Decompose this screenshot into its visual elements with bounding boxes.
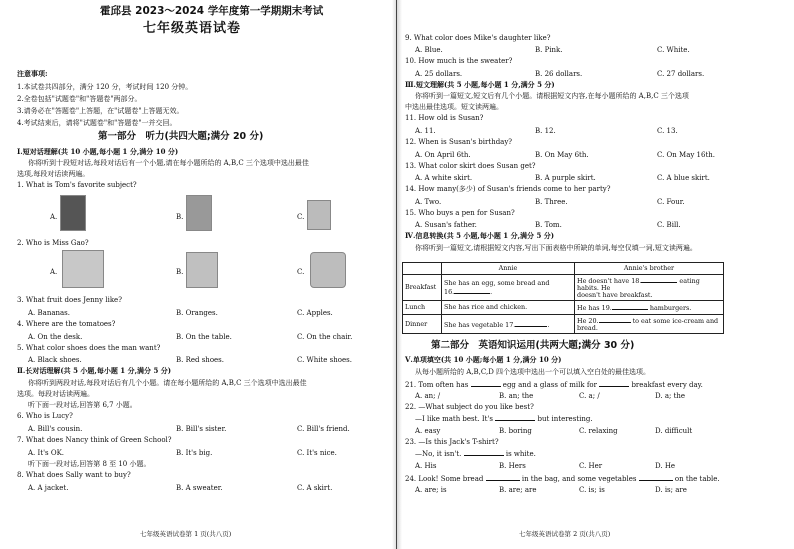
option-label-b: B. [176,213,184,221]
answer-blank[interactable] [599,380,629,387]
option-b: B. Hers [499,462,526,470]
option-b: B. On the table. [176,333,232,341]
question-text: 24. Look! Some bread [405,475,484,483]
section-1-instructions: 选项,每段对话读两遍。 [17,170,90,178]
answer-blank-20[interactable] [599,316,631,323]
option-c: C. On May 16th. [657,151,716,159]
option-b: B. It's big. [176,449,213,457]
option-c: C. is; is [579,486,605,494]
option-a: A. Black shoes. [28,356,82,364]
option-label-c: C. [297,268,305,276]
option-b: B. Three. [535,198,568,206]
question-22: 22. —What subject do you like best? [405,403,534,411]
exam-title: 霍邱县 2023～2024 学年度第一学期期末考试 [100,5,324,17]
annie-cell: She has vegetable 17. . [442,315,575,334]
table-header-row [403,263,724,275]
answer-blank[interactable] [471,380,501,387]
answer-blank-16[interactable] [454,287,490,294]
option-c: C. 13. [657,127,678,135]
page-footer: 七年级英语试卷第 2 页(共八页) [519,530,611,538]
option-c: C. Bill's friend. [297,425,350,433]
question-1: 1. What is Tom's favorite subject? [17,181,137,189]
option-a: A. A white skirt. [415,174,473,182]
meal-label: Lunch [403,301,442,315]
book-image [186,195,212,231]
cell-text: He doesn't have 18. [577,277,642,285]
question-23-line2 [415,449,536,458]
annie-cell: She has an egg, some bread and 16. . [442,275,575,301]
option-d: D. He [655,462,676,470]
option-b: B. Tom. [535,221,562,229]
option-b: B. On May 6th. [535,151,589,159]
answer-blank-19[interactable] [612,303,648,310]
section-4-instructions: 你将听到一篇短文,请根据短文内容,写出下面表格中所缺的单词,每空仅填一词,短文读两遍。 [415,244,697,252]
option-b: B. Oranges. [176,309,218,317]
question-text: breakfast every day. [631,381,703,389]
section-2-instructions: 听下面一段对话,回答第 8 至 10 小题。 [28,460,151,468]
question-3: 3. What fruit does Jenny like? [17,296,122,304]
cell-text: He 20. [577,317,599,325]
section-5-instructions: 从每小题所给的 A,B,C,D 四个选项中选出一个可以填入空白处的最佳选项。 [415,368,651,376]
brother-cell [575,275,724,301]
answer-blank[interactable] [495,414,535,421]
option-d: D. a; the [655,392,686,400]
cell-text: to eat some ice-cream and bread. [577,317,719,332]
question-text: on the table. [674,475,720,483]
option-a: A. 11. [415,127,436,135]
teacher-image [62,250,104,288]
question-8: 8. What does Sally want to buy? [17,471,131,479]
question-text: is white. [505,450,536,458]
option-b: B. A purple skirt. [535,174,596,182]
option-b: B. Red shoes. [176,356,224,364]
question-15: 15. Who buys a pen for Susan? [405,209,515,217]
option-b: B. are; are [499,486,537,494]
section-1-title: Ⅰ.短对话理解(共 10 小题,每小题 1 分,满分 10 分) [17,147,179,156]
option-c: C. It's nice. [297,449,337,457]
section-3-instructions: 你将听到一篇短文,短文后有几个小题。请根据短文内容,在每小题所给的 A,B,C 三个选项 [415,92,689,100]
table-header-blank [403,263,442,275]
brother-cell [575,301,724,315]
answer-blank-17[interactable] [515,320,547,327]
question-10: 10. How much is the sweater? [405,57,513,65]
option-b: B. A sweater. [176,484,223,492]
notes-heading: 注意事项: [17,69,48,78]
option-c: C. A blue skirt. [657,174,710,182]
part1-title: 第一部分 听力(共四大题;满分 20 分) [98,131,264,142]
option-a: A. On April 6th. [415,151,471,159]
option-d: D. difficult [655,427,693,435]
option-label-a: A. [50,268,58,276]
blank-number: 16. [444,287,455,296]
option-a: A. Two. [415,198,442,206]
answer-blank[interactable] [639,474,673,481]
question-22-line2 [415,414,593,423]
section-2-instructions: 你将听到两段对话,每段对话后有几个小题。请在每小题所给的 A,B,C 三个选项中选出最佳 [28,379,307,387]
right-page [399,0,794,549]
question-text: egg and a glass of milk for [502,381,597,389]
question-text: in the bag, and some vegetables [521,475,637,483]
cell-text: He has 19. [577,304,612,312]
option-b: B. Pink. [535,46,563,54]
book-image [60,195,86,231]
option-label-b: B. [176,268,184,276]
question-text: —I like math best. It's [415,415,494,423]
question-6: 6. Who is Lucy? [17,412,73,420]
question-5: 5. What color shoes does the man want? [17,344,161,352]
option-d: D. is; are [655,486,687,494]
meal-label: Dinner [403,315,442,334]
option-a: A. Bananas. [28,309,71,317]
left-page [0,0,395,549]
table-row [403,275,724,301]
question-11: 11. How old is Susan? [405,114,484,122]
option-c: C. White shoes. [297,356,352,364]
option-label-c: C. [297,213,305,221]
question-text: 21. Tom often has [405,381,469,389]
option-a: A. Susan's father. [415,221,477,229]
option-b: B. Bill's sister. [176,425,227,433]
question-14: 14. How many(多少) of Susan's friends come to her party? [405,185,611,193]
option-label-a: A. [50,213,58,221]
cell-text: doesn't have breakfast. [577,291,653,299]
info-table [402,262,724,334]
option-b: B. boring [499,427,532,435]
note-item: 4.考试结束后，请将"试题卷"和"答题卷"一并交回。 [17,119,177,127]
option-c: C. relaxing [579,427,618,435]
cell-text: eating habits. He [577,277,700,292]
part2-title: 第二部分 英语知识运用(共两大题;满分 30 分) [431,340,635,351]
brother-cell [575,315,724,334]
answer-blank[interactable] [464,449,504,456]
answer-blank[interactable] [486,474,520,481]
option-b: B. 12. [535,127,556,135]
cell-text: hamburgers. [649,304,692,312]
question-text: —No, it isn't. [415,450,462,458]
option-a: A. His [415,462,437,470]
option-c: C. Apples. [297,309,333,317]
option-a: A. Blue. [415,46,443,54]
table-header-annie: Annie [442,263,575,275]
question-4: 4. Where are the tomatoes? [17,320,116,328]
section-2-instructions: 听下面一段对话,回答第 6,7 小题。 [28,401,137,409]
option-b: B. an; the [499,392,534,400]
option-c: C. Bill. [657,221,681,229]
question-24 [405,474,720,483]
table-row [403,315,724,334]
paper-title: 七年级英语试卷 [143,21,242,36]
option-a: A. On the desk. [28,333,83,341]
note-item: 2.全卷包括"试题卷"和"答题卷"两部分。 [17,95,142,103]
question-text: but interesting. [537,415,593,423]
book-image [307,200,331,230]
section-3-instructions: 中选出最佳选项。短文读两遍。 [405,103,503,111]
page-divider [396,0,397,549]
section-3-title: Ⅲ.短文理解(共 5 小题,每小题 1 分,满分 5 分) [405,80,555,89]
question-23: 23. —Is this Jack's T-shirt? [405,438,499,446]
option-a: A. are; is [415,486,447,494]
question-13: 13. What color skirt does Susan get? [405,162,536,170]
note-item: 3.请务必在"答题卷"上答题，在"试题卷"上答题无效。 [17,107,184,115]
section-5-title: Ⅴ.单项填空(共 10 小题;每小题 1 分,满分 10 分) [405,355,562,364]
table-header-brother: Annie's brother [575,263,724,275]
annie-cell: She has rice and chicken. [442,301,575,315]
option-c: C. Her [579,462,603,470]
option-b: B. 26 dollars. [535,70,583,78]
option-a: A. It's OK. [28,449,65,457]
option-c: C. White. [657,46,690,54]
section-1-instructions: 你将听到十段短对话,每段对话后有一个小题,请在每小题所给的 A,B,C 三个选项中选出最佳 [28,159,309,167]
option-c: C. a; / [579,392,600,400]
cell-text: She has vegetable 17. [444,320,516,329]
meal-label: Breakfast [403,275,442,301]
question-9: 9. What color does Mike's daughter like? [405,34,551,42]
note-item: 1.本试卷共四部分，满分 120 分，考试时间 120 分钟。 [17,83,193,91]
table-row [403,301,724,315]
question-21 [405,380,703,389]
page-footer: 七年级英语试卷第 1 页(共八页) [140,530,232,538]
section-2-instructions: 选项。每段对话读两遍。 [17,390,94,398]
option-a: A. Bill's cousin. [28,425,83,433]
option-a: A. an; / [415,392,441,400]
artist-image [186,252,218,288]
question-12: 12. When is Susan's birthday? [405,138,513,146]
cell-text: She has an egg, some bread and [444,278,550,287]
option-a: A. A jacket. [28,484,69,492]
musician-image [310,252,346,288]
option-c: C. 27 dollars. [657,70,705,78]
option-a: A. 25 dollars. [415,70,463,78]
option-a: A. easy [415,427,441,435]
option-c: C. On the chair. [297,333,353,341]
answer-blank-18[interactable] [641,276,677,283]
option-c: C. A skirt. [297,484,333,492]
option-c: C. Four. [657,198,685,206]
section-2-title: Ⅱ.长对话理解(共 5 小题,每小题 1 分,满分 5 分) [17,366,172,375]
question-7: 7. What does Nancy think of Green School? [17,436,172,444]
section-4-title: Ⅳ.信息转换(共 5 小题,每小题 1 分,满分 5 分) [405,231,555,240]
question-2: 2. Who is Miss Gao? [17,239,89,247]
